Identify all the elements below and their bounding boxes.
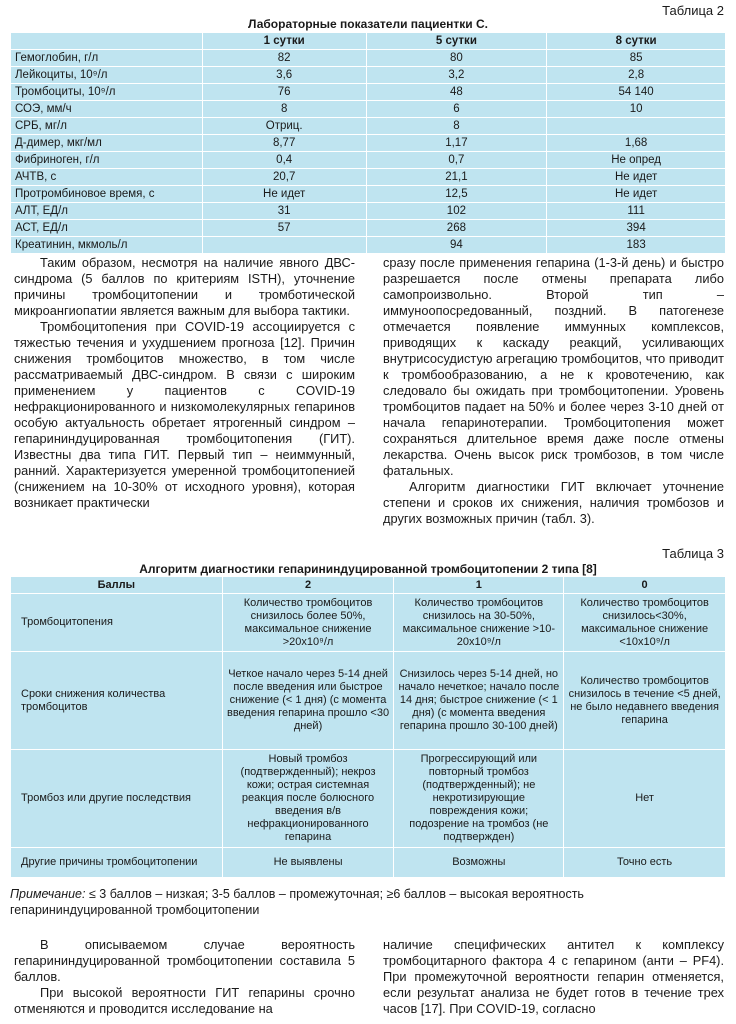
lab-value-cell: 8 [366, 118, 547, 135]
lab-value-cell [547, 118, 726, 135]
criterion-cell: Тромбоз или другие последствия [11, 750, 223, 848]
lab-table-header [11, 33, 726, 50]
body-right-column [383, 255, 724, 527]
table-row [11, 101, 726, 118]
score-description-cell: Новый тромбоз (подтвержденный); некроз кожи; острая системная реакция после болюсного введения в/в нефракционированного гепарина [222, 750, 394, 848]
table-note [10, 886, 726, 918]
lab-value-cell: 76 [202, 84, 366, 101]
paragraph: В описываемом случае вероятность гепарининдуцированной тромбоцитопении составила 5 баллов. [14, 937, 355, 984]
criterion-cell: Сроки снижения количества тромбоцитов [11, 652, 223, 750]
body-left-column [14, 255, 355, 511]
algorithm-header-cell: 1 [394, 577, 564, 594]
table3-title: Алгоритм диагностики гепарининдуцированной тромбоцитопении 2 типа [8] [139, 562, 597, 576]
note-label: Примечание: [10, 887, 86, 901]
paragraph: наличие специфических антител к комплексу тромбоцитарного фактора 4 с гепарином (анти – PF4). При промежуточной вероятности гепарин отменяется, если результат анализа не будет готов в течение трех часов [17]. При COVID-19, согласно [383, 937, 724, 1016]
table-row [11, 220, 726, 237]
table-row [11, 594, 726, 652]
table-row [11, 67, 726, 84]
lab-value-cell: 2,8 [547, 67, 726, 84]
table-row [11, 203, 726, 220]
score-description-cell: Количество тромбоцитов снизилось на 30-50%, максимальное снижение >10-20x10⁹/л [394, 594, 564, 652]
score-description-cell: Снизилось через 5-14 дней, но начало нечеткое; начало после 14 дня; быстрое снижение (< 1 дня) (с момента введения гепарина прошло 30-100 дней) [394, 652, 564, 750]
lab-value-cell: 82 [202, 50, 366, 67]
paragraph: При высокой вероятности ГИТ гепарины срочно отменяются и проводится исследование на [14, 985, 355, 1016]
lab-value-cell: 20,7 [202, 169, 366, 186]
lab-value-cell: Не опред [547, 152, 726, 169]
algorithm-header-cell: Баллы [11, 577, 223, 594]
lab-parameter-cell: СРБ, мг/л [11, 118, 203, 135]
lab-header-cell [11, 33, 203, 50]
lab-value-cell: Не идет [547, 186, 726, 203]
table-row [11, 50, 726, 67]
table-row [11, 652, 726, 750]
score-description-cell: Нет [564, 750, 726, 848]
lab-parameter-cell: Протромбиновое время, с [11, 186, 203, 203]
algorithm-table-header [11, 577, 726, 594]
lab-value-cell: 0,4 [202, 152, 366, 169]
note-text: ≤ 3 баллов – низкая; 3-5 баллов – промежуточная; ≥6 баллов – высокая вероятность гепарининдуцированной тромбоцитопении [10, 887, 584, 917]
table-row [11, 135, 726, 152]
table-row [11, 169, 726, 186]
lab-parameter-cell: Гемоглобин, г/л [11, 50, 203, 67]
lab-parameter-cell: АЛТ, ЕД/л [11, 203, 203, 220]
table3-caption: Таблица 3 [662, 546, 724, 561]
lab-value-cell: 31 [202, 203, 366, 220]
criterion-cell: Другие причины тромбоцитопении [11, 848, 223, 878]
criterion-cell: Тромбоцитопения [11, 594, 223, 652]
lab-header-cell: 5 сутки [366, 33, 547, 50]
lab-parameter-cell: Лейкоциты, 10⁹/л [11, 67, 203, 84]
table-row [11, 750, 726, 848]
lab-value-cell: 1,68 [547, 135, 726, 152]
lab-parameter-cell: Фибриноген, г/л [11, 152, 203, 169]
lab-value-cell: 1,17 [366, 135, 547, 152]
lab-value-cell: 394 [547, 220, 726, 237]
lab-value-cell: 102 [366, 203, 547, 220]
lab-header-cell: 1 сутки [202, 33, 366, 50]
lab-value-cell: 0,7 [366, 152, 547, 169]
algorithm-table [10, 576, 726, 878]
table-row [11, 848, 726, 878]
score-description-cell: Количество тромбоцитов снизилось в течение <5 дней, не было недавнего введения гепарина [564, 652, 726, 750]
score-description-cell: Количество тромбоцитов снизилось более 50%, максимальное снижение >20x10⁹/л [222, 594, 394, 652]
lab-value-cell: 6 [366, 101, 547, 118]
lab-parameter-cell: СОЭ, мм/ч [11, 101, 203, 118]
lab-parameter-cell: Креатинин, мкмоль/л [11, 237, 203, 254]
lab-value-cell: 268 [366, 220, 547, 237]
lab-value-cell: 94 [366, 237, 547, 254]
score-description-cell: Количество тромбоцитов снизилось<30%, максимальное снижение <10x10⁹/л [564, 594, 726, 652]
paragraph: Алгоритм диагностики ГИТ включает уточнение степени и сроков их снижения, наличия тромбозов и других возможных причин (табл. 3). [383, 479, 724, 526]
score-description-cell: Прогрессирующий или повторный тромбоз (подтвержденный); не некротизирующие повреждения кожи; подозрение на тромбоз (не подтвержден) [394, 750, 564, 848]
score-description-cell: Четкое начало через 5-14 дней после введения или быстрое снижение (< 1 дня) (с момента введения гепарина прошло <30 дней) [222, 652, 394, 750]
table-row [11, 186, 726, 203]
lab-value-cell: 183 [547, 237, 726, 254]
lab-value-cell: 54 140 [547, 84, 726, 101]
table2-caption: Таблица 2 [662, 3, 724, 18]
lab-value-cell: Отриц. [202, 118, 366, 135]
lab-value-cell: Не идет [202, 186, 366, 203]
score-description-cell: Не выявлены [222, 848, 394, 878]
table-row [11, 237, 726, 254]
table-row [11, 152, 726, 169]
table2-title: Лабораторные показатели пациентки С. [248, 17, 488, 31]
lab-value-cell [202, 237, 366, 254]
lab-parameter-cell: АЧТВ, с [11, 169, 203, 186]
lab-value-cell: 85 [547, 50, 726, 67]
lab-value-cell: 3,2 [366, 67, 547, 84]
lab-parameter-cell: Тромбоциты, 10⁹/л [11, 84, 203, 101]
lab-value-cell: 57 [202, 220, 366, 237]
lab-table [10, 32, 726, 254]
table-row [11, 84, 726, 101]
lab-value-cell: Не идет [547, 169, 726, 186]
lab-value-cell: 111 [547, 203, 726, 220]
table-row [11, 118, 726, 135]
lab-value-cell: 12,5 [366, 186, 547, 203]
lab-value-cell: 80 [366, 50, 547, 67]
body2-left-column [14, 937, 355, 1017]
paragraph: Таким образом, несмотря на наличие явного ДВС-синдрома (5 баллов по критериям ISTH), уточнение причины тромбоцитопении и тромботической микроангиопатии является важным для выбора тактики. [14, 255, 355, 318]
algorithm-header-cell: 2 [222, 577, 394, 594]
lab-parameter-cell: АСТ, ЕД/л [11, 220, 203, 237]
paragraph: Тромбоцитопения при COVID-19 ассоциируется с тяжестью течения и ухудшением прогноза [12]. Причин снижения тромбоцитов множество, в том числе рассматриваемый ДВС-синдром. В связи с широким применением у пациентов с COVID-19 нефракционированного и низкомолекулярных гепаринов особую актуальность обретает ятрогенный синдром – гепарининдуцированная тромбоцитопения (ГИТ). Известны два типа ГИТ. Первый тип – неиммунный, ранний. Характеризуется умеренной тромбоцитопенией (снижением на 10-30% от исходного уровня), которая возникает практически [14, 319, 355, 510]
lab-value-cell: 48 [366, 84, 547, 101]
lab-parameter-cell: Д-димер, мкг/мл [11, 135, 203, 152]
body2-right-column [383, 937, 724, 1017]
lab-value-cell: 8,77 [202, 135, 366, 152]
lab-value-cell: 3,6 [202, 67, 366, 84]
score-description-cell: Возможны [394, 848, 564, 878]
lab-value-cell: 21,1 [366, 169, 547, 186]
paragraph: сразу после применения гепарина (1-3-й день) и быстро разрешается после отмены препарата либо самопроизвольно. Второй тип – иммуноопосредованный, поздний. В патогенезе отмечается появление иммунных комплексов, приводящих к каскаду реакций, усиливающих внутрисосудистую агрегацию тромбоцитов, что приводит к тромбообразованию, а не к кровотечению, как следовало бы ожидать при тромбоцитопении. Уровень тромбоцитов падает на 50% и более через 3-10 дней от начала гепаринотерапии. Тромбоцитопения может сохраняться длительное время даже после отмены лекарства. Очень высок риск тромбозов, в том числе фатальных. [383, 255, 724, 478]
lab-value-cell: 8 [202, 101, 366, 118]
lab-header-cell: 8 сутки [547, 33, 726, 50]
algorithm-header-cell: 0 [564, 577, 726, 594]
score-description-cell: Точно есть [564, 848, 726, 878]
lab-value-cell: 10 [547, 101, 726, 118]
